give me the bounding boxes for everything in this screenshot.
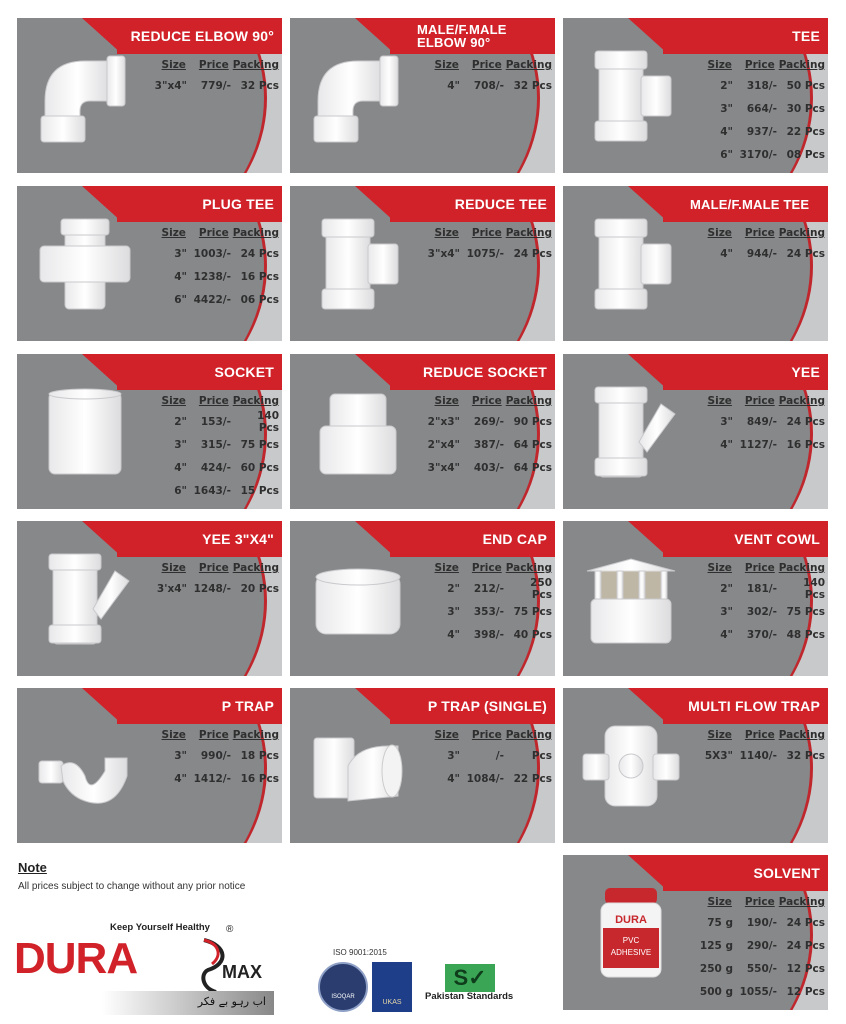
product-card [17,186,282,341]
table-header [699,224,825,242]
table-row [699,143,825,166]
header-packing: Packing [505,227,552,239]
header-size: Size [434,59,459,71]
cell-price: 708/- [473,79,504,92]
cell-price: 1003/- [193,247,231,260]
cell-size: 6" [720,148,733,161]
cell-packing: 24 Pcs [240,247,279,260]
header-price: Price [744,562,775,574]
header-packing: Packing [778,227,825,239]
cell-size: 4" [174,461,187,474]
cell-price: 424/- [200,461,231,474]
cell-size: 125 g [699,939,733,952]
cell-size: 3" [720,605,733,618]
isoqar-badge-icon [318,962,368,1012]
header-packing: Packing [778,896,825,908]
price-table [699,559,825,646]
reduce-socket-icon [308,382,408,482]
product-title: END CAP [482,531,547,547]
cell-price: 779/- [200,79,231,92]
header-size: Size [161,729,186,741]
cell-price: 849/- [746,415,777,428]
reduce-elbow-icon [35,46,135,146]
table-row [153,265,279,288]
cell-price: 269/- [473,415,504,428]
product-title: SOLVENT [753,865,820,881]
cell-size: 2" [447,582,460,595]
cell-price: 1140/- [739,749,777,762]
table-header [153,392,279,410]
cell-packing: 140 Pcs [257,409,279,434]
cell-packing: 75 Pcs [786,605,825,618]
cell-size: 3" [174,247,187,260]
product-title: REDUCE TEE [454,196,547,212]
product-card [290,688,555,843]
brand-name: DURA [14,934,138,983]
cell-size: 2" [720,79,733,92]
cell-price: 990/- [200,749,231,762]
multi-flow-trap-icon [581,716,681,816]
cell-packing: 24 Pcs [786,939,825,952]
header-packing: Packing [778,729,825,741]
table-header [699,726,825,744]
cell-price: 387/- [473,438,504,451]
cell-packing: 75 Pcs [513,605,552,618]
cell-price: /- [495,749,504,762]
cell-size: 3"x4" [427,461,460,474]
table-row [153,242,279,265]
cell-size: 3" [447,749,460,762]
price-table [699,392,825,456]
cell-packing: 30 Pcs [786,102,825,115]
cell-packing: 20 Pcs [240,582,279,595]
header-packing: Packing [778,395,825,407]
header-price: Price [744,227,775,239]
tee-icon [581,46,681,146]
price-table [153,726,279,790]
cell-size: 4" [720,628,733,641]
cell-packing: 50 Pcs [786,79,825,92]
product-card [17,354,282,509]
svg-text:ADHESIVE: ADHESIVE [610,948,652,957]
header-price: Price [471,395,502,407]
cell-price: 937/- [746,125,777,138]
cell-price: 212/- [473,582,504,595]
cell-packing: 16 Pcs [240,270,279,283]
cell-size: 500 g [699,985,733,998]
price-table [699,224,825,265]
header-packing: Packing [778,59,825,71]
product-card [17,521,282,676]
product-title: YEE [791,364,820,380]
cell-price: 664/- [746,102,777,115]
cell-price: 153/- [200,415,231,428]
header-size: Size [161,562,186,574]
header-size: Size [707,729,732,741]
table-row [153,410,279,433]
table-row [699,623,825,646]
header-size: Size [707,59,732,71]
header-packing: Packing [232,227,279,239]
table-header [153,56,279,74]
table-row [153,767,279,790]
brand-suffix: MAX [222,962,262,982]
cell-size: 3"x4" [427,247,460,260]
cell-packing: 24 Pcs [786,247,825,260]
table-row [153,433,279,456]
table-row [426,410,552,433]
cell-size: 6" [174,293,187,306]
cell-packing: 16 Pcs [240,772,279,785]
cell-size: 3" [720,102,733,115]
price-table [699,726,825,767]
table-row [426,433,552,456]
cell-size: 2"x3" [427,415,460,428]
duramax-logo [14,922,274,1017]
product-card [563,855,828,1010]
product-card [563,688,828,843]
cell-packing: 16 Pcs [786,438,825,451]
cell-price: 1248/- [193,582,231,595]
cell-size: 250 g [699,962,733,975]
price-table [426,726,552,790]
price-table [153,224,279,311]
yee-reducer-icon [35,549,135,649]
table-row [426,456,552,479]
cell-price: 944/- [746,247,777,260]
header-price: Price [198,562,229,574]
ukas-badge-icon [372,962,412,1012]
reduce-tee-icon [308,214,408,314]
table-row [699,577,825,600]
product-card [290,186,555,341]
product-title: TEE [792,28,820,44]
plug-tee-icon [35,214,135,314]
cell-packing: 64 Pcs [513,438,552,451]
cell-size: 3"x4" [154,79,187,92]
table-row [699,242,825,265]
product-card [290,18,555,173]
header-price: Price [471,562,502,574]
cell-price: 3170/- [739,148,777,161]
cell-packing: 08 Pcs [786,148,825,161]
table-row [699,911,825,934]
ukas-label: UKAS [382,999,402,1006]
price-table [699,893,825,1003]
table-row [426,744,552,767]
cell-price: 181/- [746,582,777,595]
cell-price: 550/- [746,962,777,975]
header-packing: Packing [232,729,279,741]
product-title: YEE 3"X4" [202,531,274,547]
product-card [563,354,828,509]
cell-size: 4" [720,125,733,138]
header-price: Price [198,395,229,407]
cell-size: 2" [174,415,187,428]
cell-size: 4" [174,270,187,283]
cell-packing: 24 Pcs [786,916,825,929]
table-header [426,726,552,744]
product-title: VENT COWL [734,531,820,547]
header-price: Price [744,59,775,71]
header-size: Size [434,395,459,407]
table-row [153,744,279,767]
price-table [153,392,279,502]
cell-price: 353/- [473,605,504,618]
cell-packing: 32 Pcs [240,79,279,92]
cell-packing: 06 Pcs [240,293,279,306]
p-trap-single-icon [308,716,408,816]
table-header [426,392,552,410]
cell-packing: 22 Pcs [786,125,825,138]
cell-size: 4" [720,247,733,260]
table-header [426,224,552,242]
header-price: Price [471,59,502,71]
table-row [699,433,825,456]
cell-packing: 90 Pcs [513,415,552,428]
product-card [563,186,828,341]
header-price: Price [744,896,775,908]
cell-price: 398/- [473,628,504,641]
cell-size: 3" [447,605,460,618]
cell-price: 315/- [200,438,231,451]
header-packing: Packing [232,59,279,71]
cell-packing: 40 Pcs [513,628,552,641]
price-table [426,224,552,265]
cell-packing: 32 Pcs [786,749,825,762]
table-row [699,934,825,957]
product-title: MULTI FLOW TRAP [688,698,820,714]
table-row [153,456,279,479]
table-row [426,577,552,600]
cell-price: 318/- [746,79,777,92]
cell-size: 2"x4" [427,438,460,451]
table-row [699,744,825,767]
cell-packing: 24 Pcs [786,415,825,428]
header-size: Size [434,227,459,239]
table-row [699,980,825,1003]
male-female-tee-icon [581,214,681,314]
table-row [426,623,552,646]
header-packing: Packing [505,395,552,407]
note-title: Note [18,860,47,875]
table-header [153,559,279,577]
cell-size: 4" [447,772,460,785]
header-price: Price [471,729,502,741]
cell-price: 302/- [746,605,777,618]
iso-label: ISO 9001:2015 [333,948,387,957]
table-header [426,559,552,577]
price-table [426,56,552,97]
header-price: Price [744,395,775,407]
table-header [153,224,279,242]
cell-packing: 140 Pcs [803,576,825,601]
elbow-icon [308,46,408,146]
cell-price: 1643/- [193,484,231,497]
header-size: Size [707,395,732,407]
cell-size: 2" [720,582,733,595]
price-table [153,56,279,97]
header-packing: Packing [778,562,825,574]
cell-size: 5X3" [704,749,733,762]
cell-packing: 18 Pcs [240,749,279,762]
cell-packing: 48 Pcs [786,628,825,641]
table-header [426,56,552,74]
urdu-tagline-bar [102,991,274,1015]
price-table [426,559,552,646]
socket-icon [35,382,135,482]
cell-packing: 250 Pcs [530,576,552,601]
header-packing: Packing [505,729,552,741]
cell-price: 4422/- [193,293,231,306]
cell-price: 370/- [746,628,777,641]
svg-text:PVC: PVC [622,936,640,945]
isoqar-label: ISOQAR [331,994,355,1000]
svg-text:DURA: DURA [615,914,647,926]
table-header [699,559,825,577]
product-title: MALE/F.MALE ELBOW 90° [417,22,507,50]
header-size: Size [161,227,186,239]
p-trap-icon [35,716,135,816]
table-row [153,479,279,502]
header-size: Size [161,395,186,407]
brand-tagline: Keep Yourself Healthy [110,922,210,933]
psqca-logo-icon: S✓ [445,964,495,992]
product-card [290,521,555,676]
header-packing: Packing [232,395,279,407]
cell-size: 3'x4" [156,582,187,595]
header-size: Size [161,59,186,71]
note-text: All prices subject to change without any prior notice [18,881,246,892]
cell-packing: 60 Pcs [240,461,279,474]
header-size: Size [707,562,732,574]
header-size: Size [707,227,732,239]
header-price: Price [198,227,229,239]
cell-packing: 15 Pcs [240,484,279,497]
header-price: Price [198,729,229,741]
cell-size: 4" [720,438,733,451]
table-row [699,120,825,143]
table-header [699,56,825,74]
cell-price: 1238/- [193,270,231,283]
table-row [699,957,825,980]
cell-packing: 12 Pcs [786,962,825,975]
cell-size: 75 g [707,916,733,929]
table-header [699,392,825,410]
cell-size: 4" [174,772,187,785]
header-size: Size [707,896,732,908]
header-size: Size [434,562,459,574]
product-card [17,688,282,843]
header-packing: Packing [232,562,279,574]
product-card [563,521,828,676]
table-header [699,893,825,911]
cell-price: 190/- [746,916,777,929]
product-title: REDUCE ELBOW 90° [130,28,274,44]
cell-packing: Pcs [531,749,552,762]
end-cap-icon [308,549,408,649]
cell-price: 1412/- [193,772,231,785]
cell-packing: 24 Pcs [513,247,552,260]
cell-size: 3" [720,415,733,428]
product-title: REDUCE SOCKET [423,364,547,380]
product-card [563,18,828,173]
yee-icon [581,382,681,482]
header-price: Price [471,227,502,239]
solvent-jar-icon [581,883,681,983]
table-row [426,600,552,623]
table-row [426,74,552,97]
psqca-label: Pakistan Standards [425,991,514,1002]
table-row [153,74,279,97]
table-row [426,242,552,265]
cell-packing: 22 Pcs [513,772,552,785]
cell-size: 3" [174,749,187,762]
header-price: Price [198,59,229,71]
cell-price: 1075/- [466,247,504,260]
cell-price: 290/- [746,939,777,952]
table-row [153,288,279,311]
cell-size: 4" [447,628,460,641]
note-section [18,860,245,892]
table-row [699,74,825,97]
cell-size: 3" [174,438,187,451]
product-card [290,354,555,509]
product-title: P TRAP [221,698,274,714]
table-row [699,600,825,623]
price-table [426,392,552,479]
psqca-badge [425,960,530,1010]
header-packing: Packing [505,562,552,574]
product-title: PLUG TEE [202,196,274,212]
price-table [153,559,279,600]
cell-packing: 64 Pcs [513,461,552,474]
product-title: P TRAP (SINGLE) [427,698,547,714]
product-title: SOCKET [214,364,274,380]
table-row [426,767,552,790]
table-row [153,577,279,600]
cell-packing: 12 Pcs [786,985,825,998]
table-row [699,97,825,120]
cell-size: 4" [447,79,460,92]
registered-mark: ® [226,924,234,935]
cell-price: 1127/- [739,438,777,451]
price-table [699,56,825,166]
header-packing: Packing [505,59,552,71]
table-row [699,410,825,433]
cell-price: 1055/- [739,985,777,998]
product-title: MALE/F.MALE TEE [690,196,810,212]
cell-price: 403/- [473,461,504,474]
product-card [17,18,282,173]
cell-price: 1084/- [466,772,504,785]
cell-packing: 32 Pcs [513,79,552,92]
vent-cowl-icon [581,549,681,649]
table-header [153,726,279,744]
header-price: Price [744,729,775,741]
cell-packing: 75 Pcs [240,438,279,451]
header-size: Size [434,729,459,741]
cell-size: 6" [174,484,187,497]
urdu-tagline: اب رہو بے فکر [197,995,266,1008]
